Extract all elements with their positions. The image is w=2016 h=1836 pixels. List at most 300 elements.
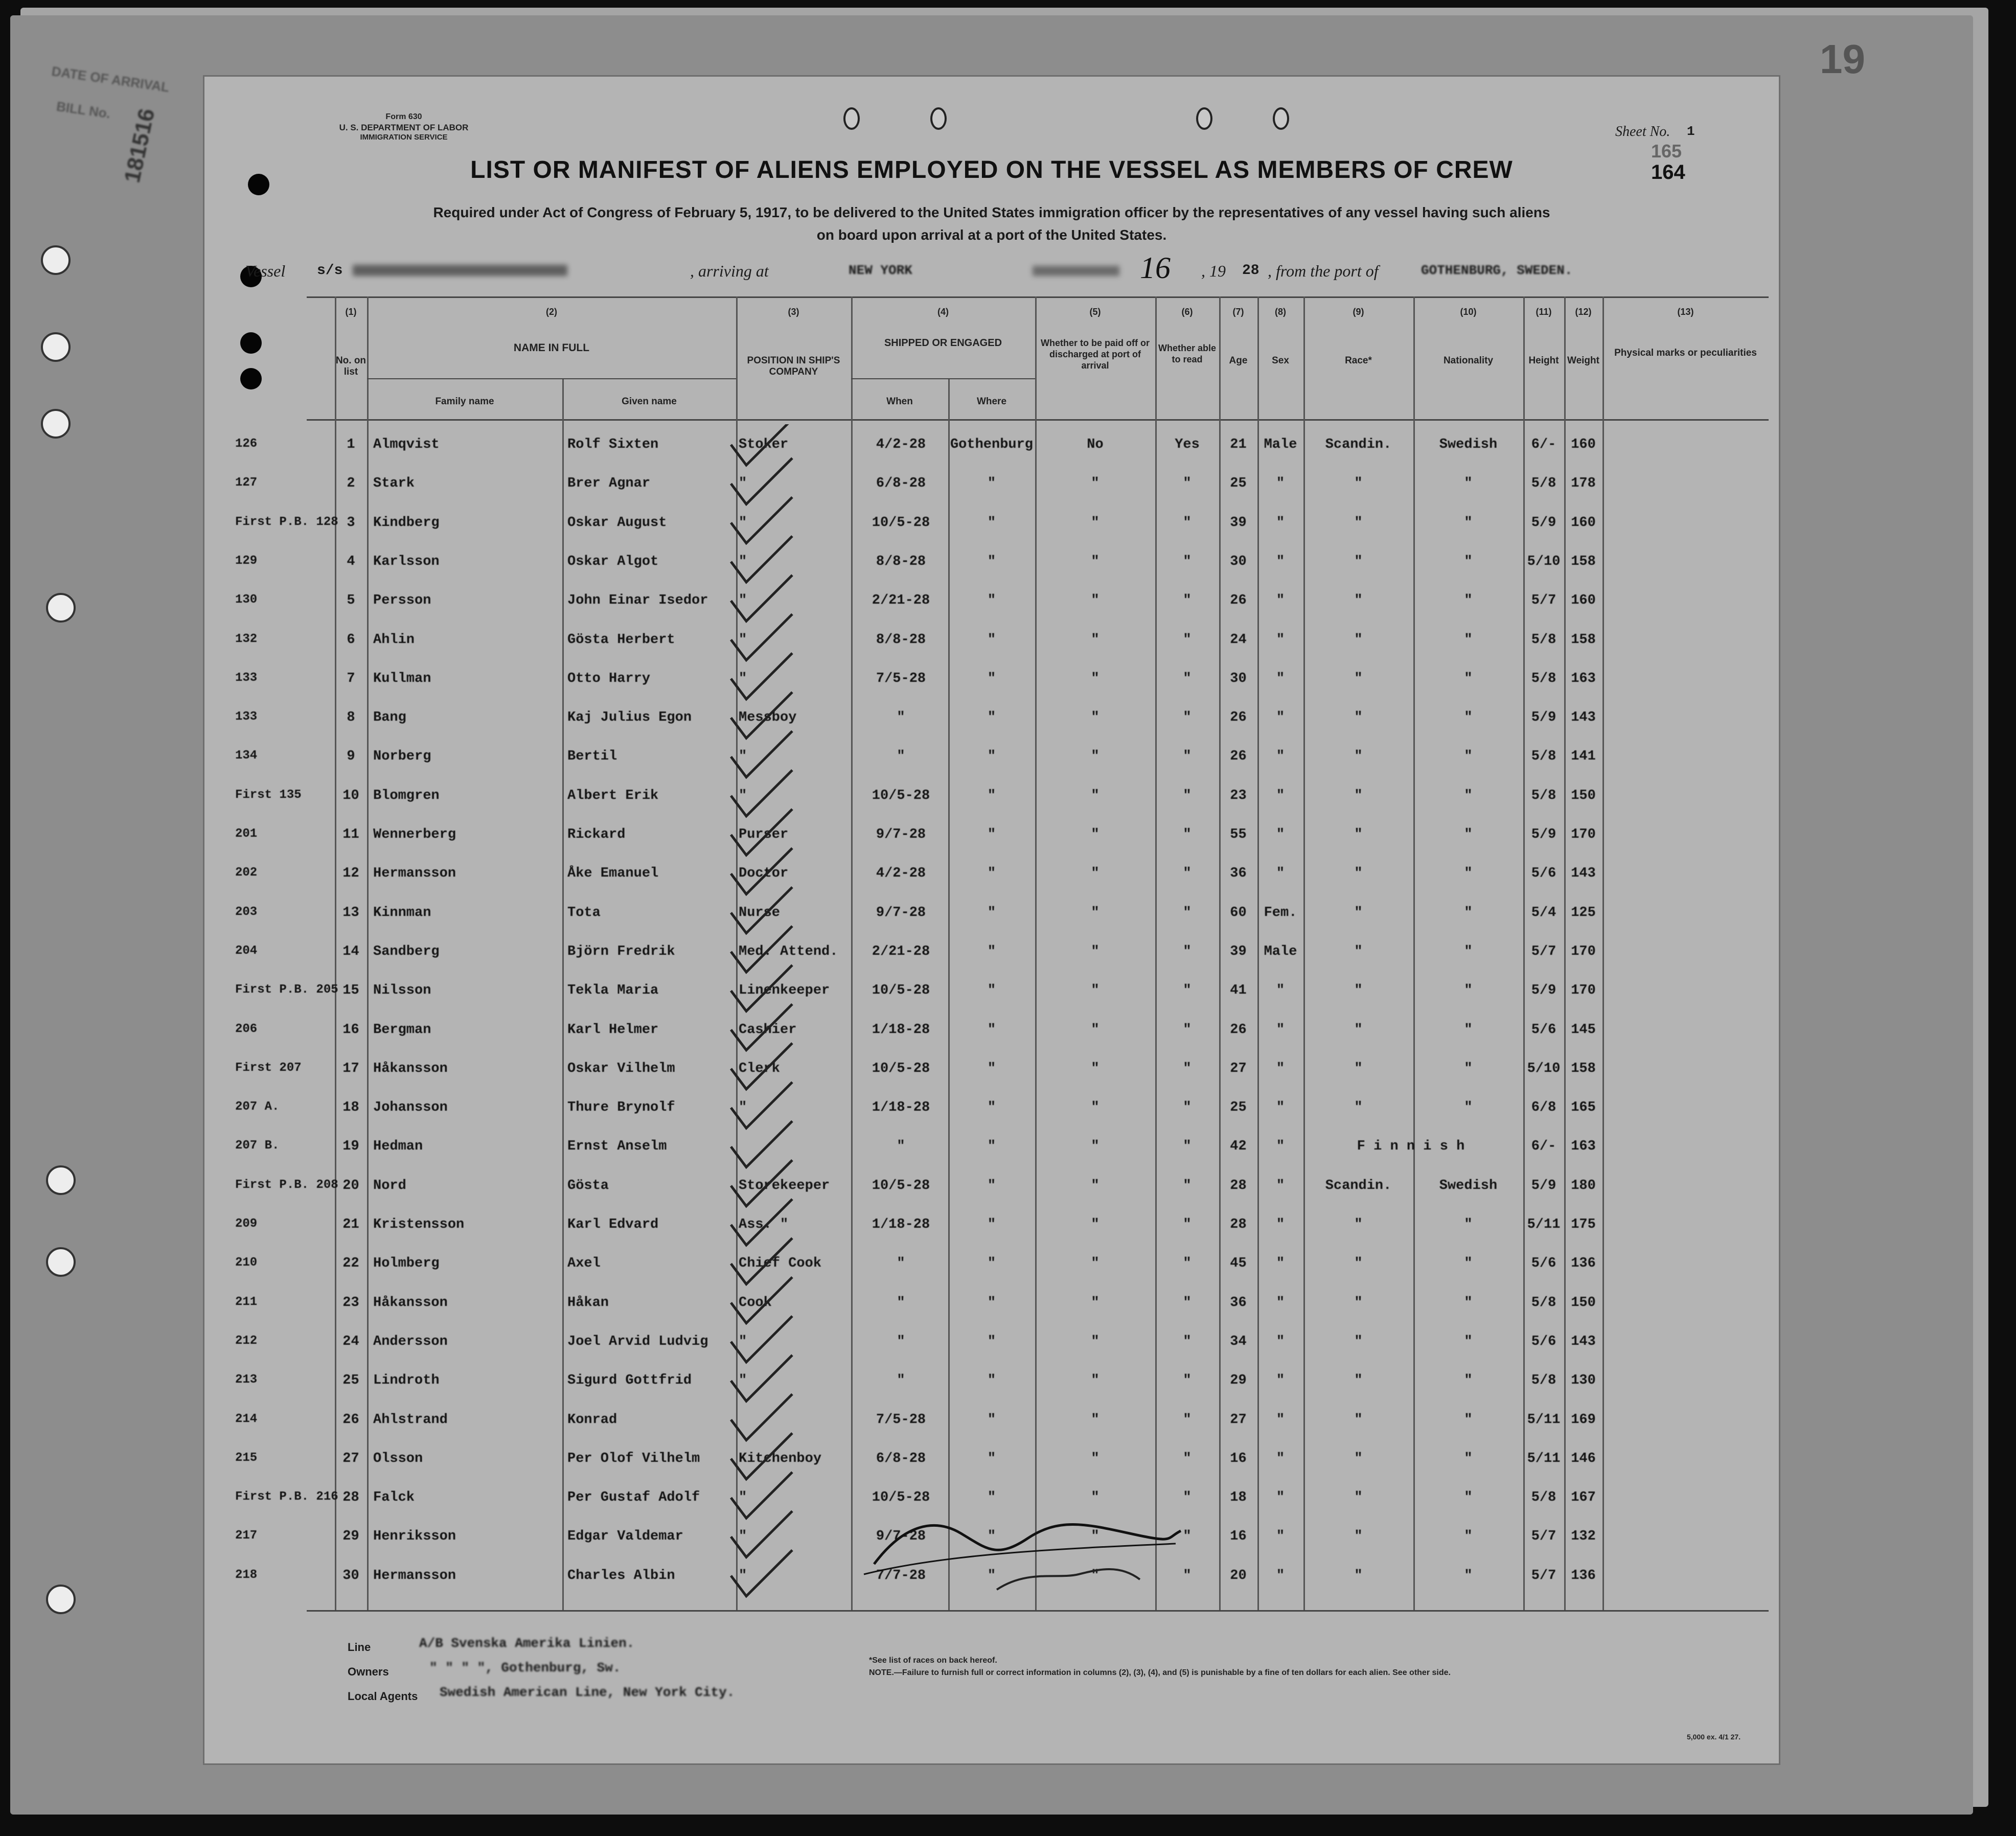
cell-read: " — [1183, 1256, 1192, 1272]
cell-given: Otto Harry — [567, 671, 651, 686]
checkmark-icon — [731, 926, 792, 972]
cell-height: 5/11 — [1527, 1412, 1561, 1428]
cell-margin: 218 — [235, 1568, 258, 1582]
cell-age: 21 — [1230, 437, 1247, 452]
cell-race: " — [1354, 866, 1363, 882]
cell-given: Kaj Julius Egon — [567, 710, 692, 726]
cell-margin: 217 — [235, 1529, 258, 1543]
cell-where: " — [987, 866, 996, 882]
cell-race: " — [1354, 1295, 1363, 1311]
cell-paid: " — [1091, 515, 1099, 531]
cell-position: Linenkeeper — [739, 983, 830, 999]
cell-when: " — [897, 710, 905, 726]
col-header-able-to-read: Whether able to read — [1158, 343, 1217, 364]
cell-read: " — [1183, 1217, 1192, 1232]
cell-weight: 163 — [1571, 671, 1596, 686]
cell-num: 29 — [342, 1529, 359, 1545]
cell-age: 29 — [1230, 1373, 1247, 1389]
cell-nationality: " — [1464, 515, 1473, 531]
sheet-number-label: Sheet No. — [1615, 124, 1670, 140]
line-label: Line — [348, 1641, 371, 1654]
cell-nationality: " — [1464, 788, 1473, 804]
cell-where: " — [987, 749, 996, 765]
checkmark-icon — [731, 1004, 792, 1050]
cell-when: 7/7-28 — [876, 1568, 926, 1583]
cell-num: 11 — [342, 827, 359, 842]
cell-race: " — [1354, 1373, 1363, 1389]
corner-page-number: 19 — [1820, 36, 1865, 82]
cell-race: " — [1354, 1334, 1363, 1349]
cell-height: 6/- — [1531, 1139, 1556, 1155]
form-number: Form 630 — [385, 112, 422, 121]
cell-where: " — [987, 1529, 996, 1545]
cell-position: Clerk — [739, 1061, 781, 1076]
cell-sex: " — [1276, 983, 1285, 999]
cell-where: " — [987, 476, 996, 492]
cell-nationality: " — [1464, 866, 1473, 882]
cell-height: 5/6 — [1531, 1256, 1556, 1272]
cell-num: 2 — [347, 476, 355, 492]
cell-where: " — [987, 710, 996, 726]
checkmark-icon — [731, 536, 792, 582]
cell-age: 16 — [1230, 1529, 1247, 1545]
cell-read: " — [1183, 944, 1192, 959]
cell-nationality: " — [1464, 1412, 1473, 1428]
cell-paid: " — [1091, 1373, 1099, 1389]
cell-family: Henriksson — [373, 1529, 456, 1545]
cell-weight: 165 — [1571, 1100, 1596, 1116]
cell-margin: 130 — [235, 593, 258, 607]
cell-family: Almqvist — [373, 437, 440, 452]
cell-paid: " — [1091, 671, 1099, 686]
arrival-month-obscured — [1033, 266, 1119, 276]
cell-height: 5/4 — [1531, 905, 1556, 921]
cell-family: Hermansson — [373, 866, 456, 882]
cell-paid: " — [1091, 866, 1099, 882]
cell-race: " — [1354, 710, 1363, 726]
table-row — [204, 1373, 1779, 1412]
cell-paid: " — [1091, 944, 1099, 959]
cell-paid: " — [1091, 983, 1099, 999]
cell-weight: 158 — [1571, 1061, 1596, 1076]
col-subheader-family-name: Family name — [435, 396, 494, 407]
cell-nationality: " — [1464, 632, 1473, 648]
cell-when: 10/5-28 — [872, 515, 930, 531]
cell-num: 23 — [342, 1295, 359, 1311]
cell-num: 7 — [347, 671, 355, 686]
cell-given: Thure Brynolf — [567, 1100, 675, 1116]
cell-height: 5/10 — [1527, 1061, 1561, 1076]
date-of-arrival-stamp: DATE OF ARRIVAL — [51, 63, 171, 96]
cell-age: 45 — [1230, 1256, 1247, 1272]
cell-where: " — [987, 554, 996, 569]
cell-paid: " — [1091, 1178, 1099, 1194]
cell-margin: First 135 — [235, 788, 302, 802]
cell-nationality: " — [1464, 1295, 1473, 1311]
cell-num: 8 — [347, 710, 355, 726]
cell-position: Kitchenboy — [739, 1451, 822, 1466]
cell-sex: Fem. — [1264, 905, 1297, 921]
cell-position: Stoker — [739, 437, 789, 452]
cell-race: " — [1354, 1061, 1363, 1076]
cell-where: " — [987, 1451, 996, 1466]
cell-given: Ernst Anselm — [567, 1139, 667, 1155]
cell-nationality: " — [1464, 593, 1473, 609]
cell-given: Per Gustaf Adolf — [567, 1490, 700, 1506]
cell-read: " — [1183, 788, 1192, 804]
dot-icon — [240, 368, 262, 389]
cell-num: 28 — [342, 1490, 359, 1506]
table-row — [204, 1295, 1779, 1334]
cell-position: Nurse — [739, 905, 781, 921]
checkmark-icon — [731, 1433, 792, 1479]
cell-family: Norberg — [373, 749, 431, 765]
cell-age: 20 — [1230, 1568, 1247, 1583]
cell-race: F i n n i s h — [1357, 1139, 1465, 1155]
cell-position: " — [739, 788, 747, 804]
checkmark-icon — [731, 731, 792, 777]
cell-age: 27 — [1230, 1412, 1247, 1428]
cell-where: " — [987, 905, 996, 921]
cell-age: 26 — [1230, 1022, 1247, 1038]
table-row — [204, 944, 1779, 983]
cell-nationality: " — [1464, 1061, 1473, 1076]
table-row — [204, 671, 1779, 710]
cell-nationality: " — [1464, 1022, 1473, 1038]
checkmark-icon — [731, 1511, 792, 1557]
cell-given: Edgar Valdemar — [567, 1529, 683, 1545]
cell-sex: " — [1276, 1373, 1285, 1389]
checkmark-icon — [731, 614, 792, 660]
cell-given: Tota — [567, 905, 601, 921]
cell-when: " — [897, 1295, 905, 1311]
cell-family: Blomgren — [373, 788, 440, 804]
cell-read: " — [1183, 710, 1192, 726]
cell-race: " — [1354, 1256, 1363, 1272]
cell-given: Åke Emanuel — [567, 866, 659, 882]
cell-nationality: " — [1464, 1373, 1473, 1389]
cell-where: " — [987, 944, 996, 959]
cell-given: Rolf Sixten — [567, 437, 659, 452]
cell-read: " — [1183, 515, 1192, 531]
cell-position: " — [739, 749, 747, 765]
cell-margin: 215 — [235, 1451, 258, 1465]
cell-when: " — [897, 1334, 905, 1349]
cell-age: 55 — [1230, 827, 1247, 842]
cell-when: " — [897, 1373, 905, 1389]
cell-sex: " — [1276, 710, 1285, 726]
checkmark-icon — [731, 1472, 792, 1518]
checkmark-icon — [731, 1355, 792, 1401]
cell-weight: 143 — [1571, 866, 1596, 882]
cell-nationality: " — [1464, 905, 1473, 921]
cell-family: Wennerberg — [373, 827, 456, 842]
cell-family: Sandberg — [373, 944, 440, 959]
cell-height: 5/6 — [1531, 1022, 1556, 1038]
cell-margin: 212 — [235, 1334, 258, 1348]
table-row — [204, 1100, 1779, 1139]
cell-given: Brer Agnar — [567, 476, 651, 492]
owners-value: " " " ", Gothenburg, Sw. — [429, 1660, 621, 1676]
cell-family: Kindberg — [373, 515, 440, 531]
col-num-7: (7) — [1232, 307, 1244, 317]
cell-sex: " — [1276, 1295, 1285, 1311]
col-header-no-on-list: No. on list — [335, 355, 366, 377]
binder-hole-icon — [46, 593, 76, 623]
cell-where: " — [987, 1100, 996, 1116]
cell-given: Albert Erik — [567, 788, 659, 804]
table-row — [204, 983, 1779, 1022]
cell-position: " — [739, 1373, 747, 1389]
cell-when: 1/18-28 — [872, 1217, 930, 1232]
cell-nationality: " — [1464, 1568, 1473, 1583]
cell-read: " — [1183, 827, 1192, 842]
cell-age: 28 — [1230, 1178, 1247, 1194]
cell-nationality: Swedish — [1439, 437, 1498, 452]
col-subheader-when: When — [886, 396, 913, 407]
cell-margin: First P.B. 216 — [235, 1490, 338, 1504]
cell-where: " — [987, 1022, 996, 1038]
cell-paid: " — [1091, 827, 1099, 842]
cell-sex: " — [1276, 1568, 1285, 1583]
cell-position: Purser — [739, 827, 789, 842]
line-value: A/B Svenska Amerika Linien. — [419, 1636, 635, 1651]
cell-given: Karl Edvard — [567, 1217, 659, 1232]
binder-hole-icon — [46, 1585, 76, 1614]
cell-num: 18 — [342, 1100, 359, 1116]
cell-age: 18 — [1230, 1490, 1247, 1506]
cell-when: 8/8-28 — [876, 632, 926, 648]
cell-when: " — [897, 1139, 905, 1155]
cell-sex: " — [1276, 632, 1285, 648]
cell-weight: 125 — [1571, 905, 1596, 921]
col-num-8: (8) — [1275, 307, 1286, 317]
cell-num: 25 — [342, 1373, 359, 1389]
table-header-rule — [307, 419, 1769, 421]
cell-where: " — [987, 1568, 996, 1583]
cell-sex: " — [1276, 671, 1285, 686]
cell-given: Gösta Herbert — [567, 632, 675, 648]
bill-number-label: BILL No. — [55, 98, 112, 122]
cell-given: Rickard — [567, 827, 626, 842]
col-num-11: (11) — [1536, 307, 1552, 317]
cell-margin: 126 — [235, 437, 258, 451]
table-row — [204, 827, 1779, 866]
cell-family: Bergman — [373, 1022, 431, 1038]
cell-read: " — [1183, 983, 1192, 999]
cell-position: " — [739, 1529, 747, 1545]
cell-family: Håkansson — [373, 1061, 448, 1076]
cell-num: 19 — [342, 1139, 359, 1155]
cell-num: 22 — [342, 1256, 359, 1272]
cell-read: " — [1183, 905, 1192, 921]
bill-number-stamp: 181516 — [119, 106, 160, 185]
binder-hole-icon — [41, 245, 71, 275]
cell-num: 3 — [347, 515, 355, 531]
cell-race: " — [1354, 476, 1363, 492]
cell-race: " — [1354, 1490, 1363, 1506]
col-header-weight: Weight — [1567, 355, 1599, 366]
cell-family: Olsson — [373, 1451, 423, 1466]
cell-family: Nilsson — [373, 983, 431, 999]
cell-read: " — [1183, 1022, 1192, 1038]
cell-family: Nord — [373, 1178, 406, 1194]
col-num-1: (1) — [345, 307, 357, 317]
col-num-3: (3) — [788, 307, 799, 317]
table-row — [204, 1217, 1779, 1256]
cell-where: " — [987, 1256, 996, 1272]
table-row — [204, 1178, 1779, 1217]
cell-height: 5/7 — [1531, 944, 1556, 959]
cell-paid: " — [1091, 1061, 1099, 1076]
cell-height: 5/9 — [1531, 1178, 1556, 1194]
col-header-paid-off: Whether to be paid off or discharged at port of arrival — [1041, 338, 1150, 371]
cell-where: " — [987, 1412, 996, 1428]
sheet-number-value: 1 — [1687, 124, 1695, 139]
cell-paid: No — [1087, 437, 1104, 452]
cell-where: " — [987, 983, 996, 999]
cell-margin: First 207 — [235, 1061, 302, 1075]
cell-margin: First P.B. 208 — [235, 1178, 338, 1192]
cell-nationality: " — [1464, 749, 1473, 765]
cell-position: " — [739, 1490, 747, 1506]
print-run: 5,000 ex. 4/1 27. — [1687, 1733, 1741, 1741]
cell-age: 30 — [1230, 554, 1247, 569]
cell-sex: " — [1276, 1217, 1285, 1232]
service-label: IMMIGRATION SERVICE — [360, 133, 448, 142]
cell-paid: " — [1091, 554, 1099, 569]
cell-height: 5/11 — [1527, 1451, 1561, 1466]
table-row — [204, 1412, 1779, 1451]
year-label: , 19 — [1201, 262, 1226, 280]
cell-read: " — [1183, 476, 1192, 492]
year-value: 28 — [1242, 263, 1259, 279]
cell-where: " — [987, 515, 996, 531]
cell-margin: 133 — [235, 671, 258, 685]
cell-race: " — [1354, 1451, 1363, 1466]
cell-race: " — [1354, 983, 1363, 999]
cell-nationality: " — [1464, 1100, 1473, 1116]
cell-given: Björn Fredrik — [567, 944, 675, 959]
vessel-prefix: s/s — [317, 263, 343, 279]
cell-num: 20 — [342, 1178, 359, 1194]
cell-paid: " — [1091, 749, 1099, 765]
cell-read: " — [1183, 1373, 1192, 1389]
cell-nationality: " — [1464, 1256, 1473, 1272]
cell-margin: 206 — [235, 1022, 258, 1036]
cell-read: " — [1183, 593, 1192, 609]
name-sub-rule — [367, 378, 736, 379]
dot-icon — [240, 332, 262, 354]
vessel-label: Vessel — [245, 262, 286, 280]
checkmark-icon — [731, 1238, 792, 1284]
cell-race: " — [1354, 905, 1363, 921]
cell-family: Kinnman — [373, 905, 431, 921]
table-row — [204, 593, 1779, 632]
cell-height: 5/9 — [1531, 983, 1556, 999]
table-row — [204, 437, 1779, 476]
cell-when: 10/5-28 — [872, 1490, 930, 1506]
table-row — [204, 905, 1779, 944]
cell-race: " — [1354, 554, 1363, 569]
table-row — [204, 515, 1779, 554]
cell-race: " — [1354, 944, 1363, 959]
cell-paid: " — [1091, 1022, 1099, 1038]
cell-nationality: " — [1464, 944, 1473, 959]
cell-where: " — [987, 1217, 996, 1232]
cell-height: 5/11 — [1527, 1217, 1561, 1232]
cell-nationality: " — [1464, 710, 1473, 726]
cell-read: " — [1183, 1061, 1192, 1076]
cell-weight: 150 — [1571, 788, 1596, 804]
cell-family: Persson — [373, 593, 431, 609]
cell-height: 5/8 — [1531, 1373, 1556, 1389]
cell-weight: 170 — [1571, 983, 1596, 999]
cell-sex: " — [1276, 788, 1285, 804]
cell-nationality: " — [1464, 1334, 1473, 1349]
cell-age: 27 — [1230, 1061, 1247, 1076]
checkmark-icon — [731, 848, 792, 894]
cell-age: 25 — [1230, 476, 1247, 492]
cell-when: 9/7-28 — [876, 1529, 926, 1545]
cell-margin: 202 — [235, 866, 258, 880]
table-row — [204, 1139, 1779, 1178]
arriving-label: , arriving at — [690, 262, 769, 280]
cell-family: Kullman — [373, 671, 431, 686]
punch-hole-icon — [1273, 107, 1289, 130]
cell-where: " — [987, 1295, 996, 1311]
cell-sex: " — [1276, 1100, 1285, 1116]
table-row — [204, 710, 1779, 749]
table-top-rule — [307, 296, 1769, 298]
checkmark-icon — [731, 965, 792, 1011]
col-header-position: POSITION IN SHIP'S COMPANY — [747, 355, 840, 377]
cell-race: " — [1354, 749, 1363, 765]
table-row — [204, 1022, 1779, 1061]
cell-family: Bang — [373, 710, 406, 726]
cell-read: " — [1183, 554, 1192, 569]
col-num-13: (13) — [1677, 307, 1694, 317]
cell-family: Lindroth — [373, 1373, 440, 1389]
cell-age: 26 — [1230, 593, 1247, 609]
binder-hole-icon — [46, 1165, 76, 1195]
col-header-race: Race* — [1345, 355, 1372, 366]
check-marks — [716, 424, 879, 1641]
checkmark-icon — [731, 1043, 792, 1089]
cell-position: " — [739, 1100, 747, 1116]
col-header-nationality: Nationality — [1443, 355, 1494, 366]
cell-family: Andersson — [373, 1334, 448, 1349]
cell-sex: " — [1276, 476, 1285, 492]
table-row — [204, 1451, 1779, 1490]
cell-weight: 130 — [1571, 1373, 1596, 1389]
cell-read: " — [1183, 1139, 1192, 1155]
table-row — [204, 749, 1779, 788]
cell-num: 5 — [347, 593, 355, 609]
cell-family: Hedman — [373, 1139, 423, 1155]
cell-weight: 169 — [1571, 1412, 1596, 1428]
col-header-height: Height — [1528, 355, 1559, 366]
cell-given: Håkan — [567, 1295, 609, 1311]
cell-paid: " — [1091, 1334, 1099, 1349]
cell-margin: First P.B. 128 — [235, 515, 338, 529]
cell-height: 5/9 — [1531, 710, 1556, 726]
cell-when: 7/5-28 — [876, 671, 926, 686]
punch-hole-icon — [930, 107, 947, 130]
cell-height: 5/8 — [1531, 1295, 1556, 1311]
cell-height: 5/6 — [1531, 1334, 1556, 1349]
cell-margin: 210 — [235, 1256, 258, 1270]
